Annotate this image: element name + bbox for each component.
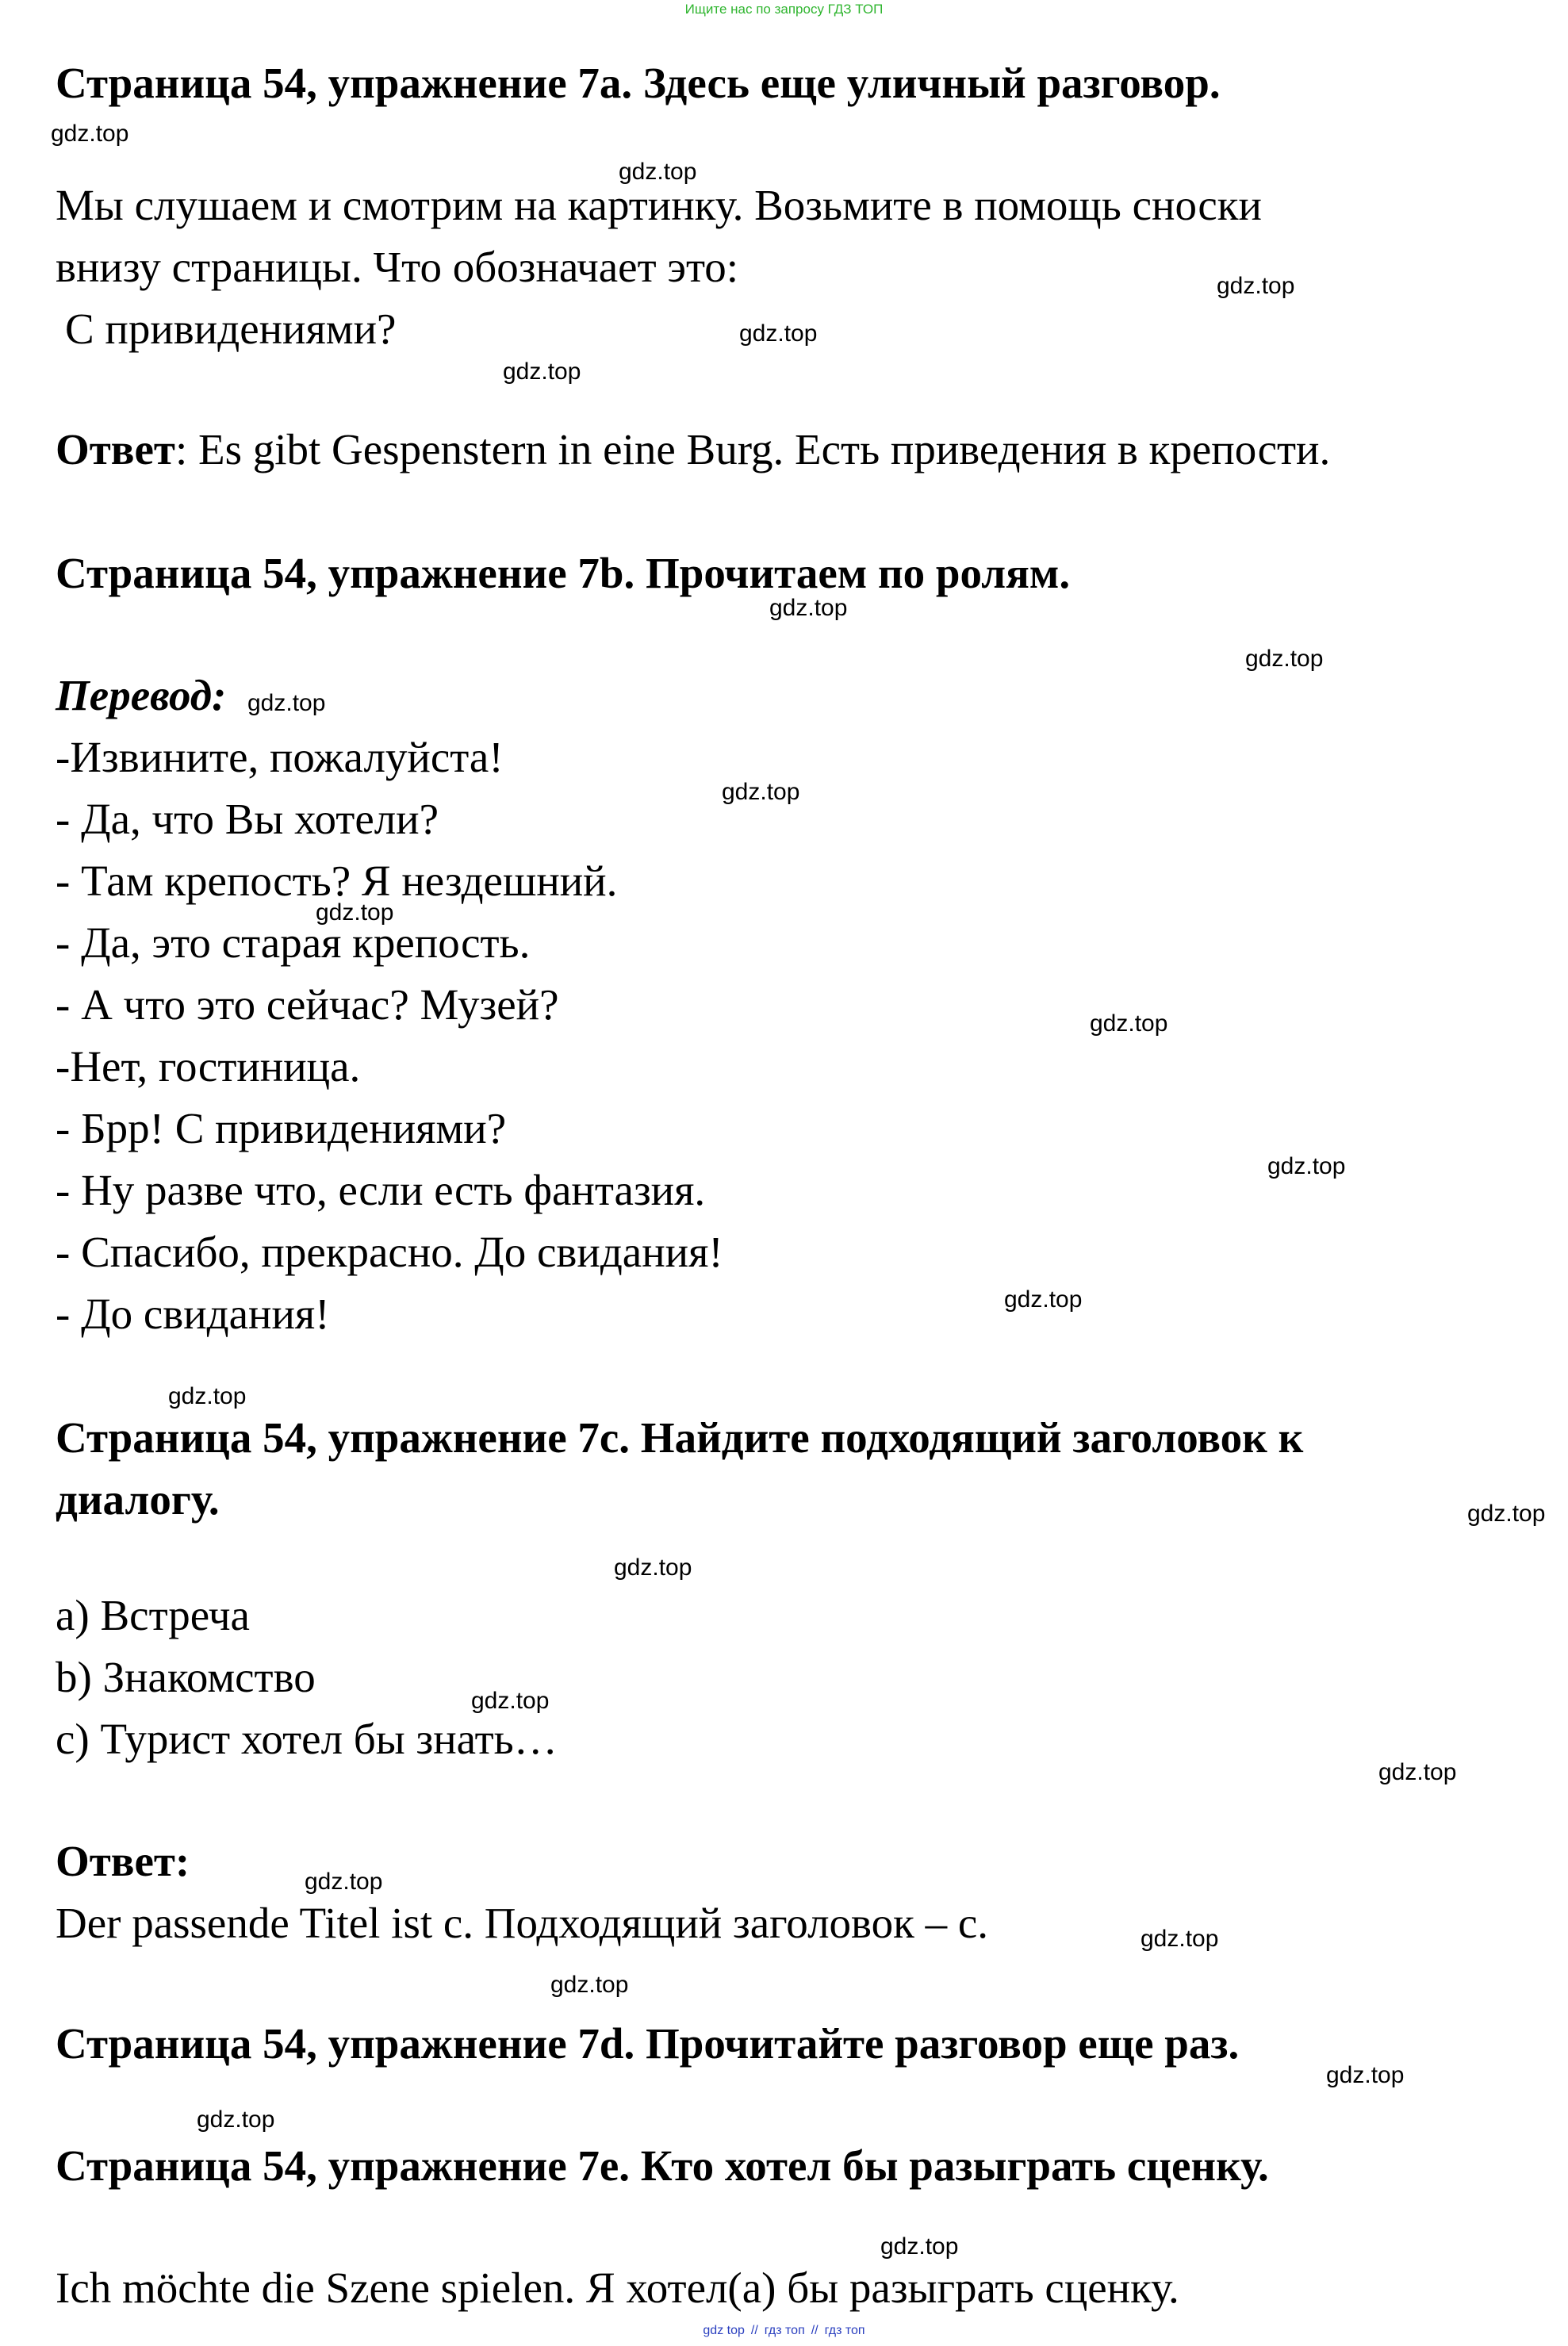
dialogue-line: - Там крепость? Я нездешний.	[56, 857, 618, 905]
watermark: gdz.top	[247, 690, 326, 716]
bottom-banner-text: гдз топ	[824, 2324, 865, 2337]
dialogue-line: - А что это сейчас? Музей?	[56, 980, 559, 1029]
watermark: gdz.top	[1004, 1286, 1083, 1313]
watermark: gdz.top	[614, 1554, 692, 1581]
dialogue-line: - До свидания!	[56, 1290, 330, 1338]
section-7d-heading: Страница 54, упражнение 7d. Прочитайте разговор еще раз.	[56, 2019, 1240, 2068]
option-a: a) Встреча	[56, 1591, 250, 1639]
translation-label: Перевод:	[56, 671, 227, 719]
watermark: gdz.top	[1245, 646, 1324, 672]
watermark: gdz.top	[1378, 1759, 1457, 1785]
watermark: gdz.top	[305, 1869, 383, 1895]
section-7e-text: Ich möchte die Szene spielen. Я хотел(а) бы разыграть сценку.	[56, 2264, 1179, 2312]
watermark: gdz.top	[739, 320, 818, 347]
watermark: gdz.top	[1326, 2062, 1405, 2088]
watermark: gdz.top	[1467, 1501, 1546, 1527]
bottom-banner-text: гдз топ	[764, 2324, 805, 2337]
section-7e-heading: Страница 54, упражнение 7e. Кто хотел бы разыграть сценку.	[56, 2141, 1269, 2190]
dialogue-line: - Да, это старая крепость.	[56, 918, 531, 967]
watermark: gdz.top	[550, 1972, 629, 1998]
watermark: gdz.top	[1217, 273, 1295, 299]
watermark: gdz.top	[51, 121, 129, 147]
section-7a-text-line-3: С привидениями?	[65, 305, 397, 353]
watermark: gdz.top	[769, 595, 848, 621]
bottom-banner-text: gdz top	[703, 2324, 745, 2337]
watermark: gdz.top	[619, 159, 697, 185]
answer-label: Ответ	[56, 425, 175, 473]
section-7c-answer-label: Ответ:	[56, 1837, 190, 1885]
watermark: gdz.top	[1090, 1010, 1168, 1037]
watermark: gdz.top	[197, 2106, 275, 2133]
bottom-banner-separator: //	[750, 2324, 758, 2337]
watermark: gdz.top	[1141, 1926, 1219, 1952]
answer-text: : Es gibt Gespenstern in eine Burg. Есть приведения в крепости.	[174, 425, 1331, 473]
section-7a-answer	[56, 424, 1330, 476]
section-7a-text-line-2: внизу страницы. Что обозначает это:	[56, 243, 739, 291]
watermark: gdz.top	[1267, 1153, 1346, 1179]
top-banner: Ищите нас по запросу ГДЗ ТОП	[684, 2, 884, 17]
watermark: gdz.top	[880, 2233, 959, 2260]
bottom-banner	[0, 2324, 1568, 2338]
dialogue-line: -Нет, гостиница.	[56, 1042, 361, 1091]
section-7b-heading: Страница 54, упражнение 7b. Прочитаем по ролям.	[56, 549, 1071, 597]
section-7c-heading-line-1: Страница 54, упражнение 7c. Найдите подходящий заголовок к	[56, 1413, 1304, 1462]
dialogue-line: -Извините, пожалуйста!	[56, 733, 504, 781]
section-7c-answer-text: Der passende Titel ist c. Подходящий заголовок – c.	[56, 1899, 989, 1947]
section-7c-heading-line-2: диалогу.	[56, 1475, 220, 1524]
watermark: gdz.top	[316, 899, 394, 926]
section-7a-text-line-1: Мы слушаем и смотрим на картинку. Возьмите в помощь сноски	[56, 181, 1262, 229]
section-7a-heading: Страница 54, упражнение 7a. Здесь еще уличный разговор.	[56, 59, 1221, 107]
watermark: gdz.top	[168, 1383, 247, 1409]
dialogue-line: - Ну разве что, если есть фантазия.	[56, 1166, 706, 1214]
watermark: gdz.top	[471, 1688, 550, 1714]
dialogue-line: - Спасибо, прекрасно. До свидания!	[56, 1228, 723, 1276]
dialogue-line: - Брр! С привидениями?	[56, 1104, 507, 1152]
watermark: gdz.top	[503, 358, 581, 385]
option-b: b) Знакомство	[56, 1653, 316, 1701]
option-c: c) Турист хотел бы знать…	[56, 1715, 558, 1763]
watermark: gdz.top	[722, 779, 800, 805]
bottom-banner-separator: //	[811, 2324, 819, 2337]
dialogue-line: - Да, что Вы хотели?	[56, 795, 439, 843]
